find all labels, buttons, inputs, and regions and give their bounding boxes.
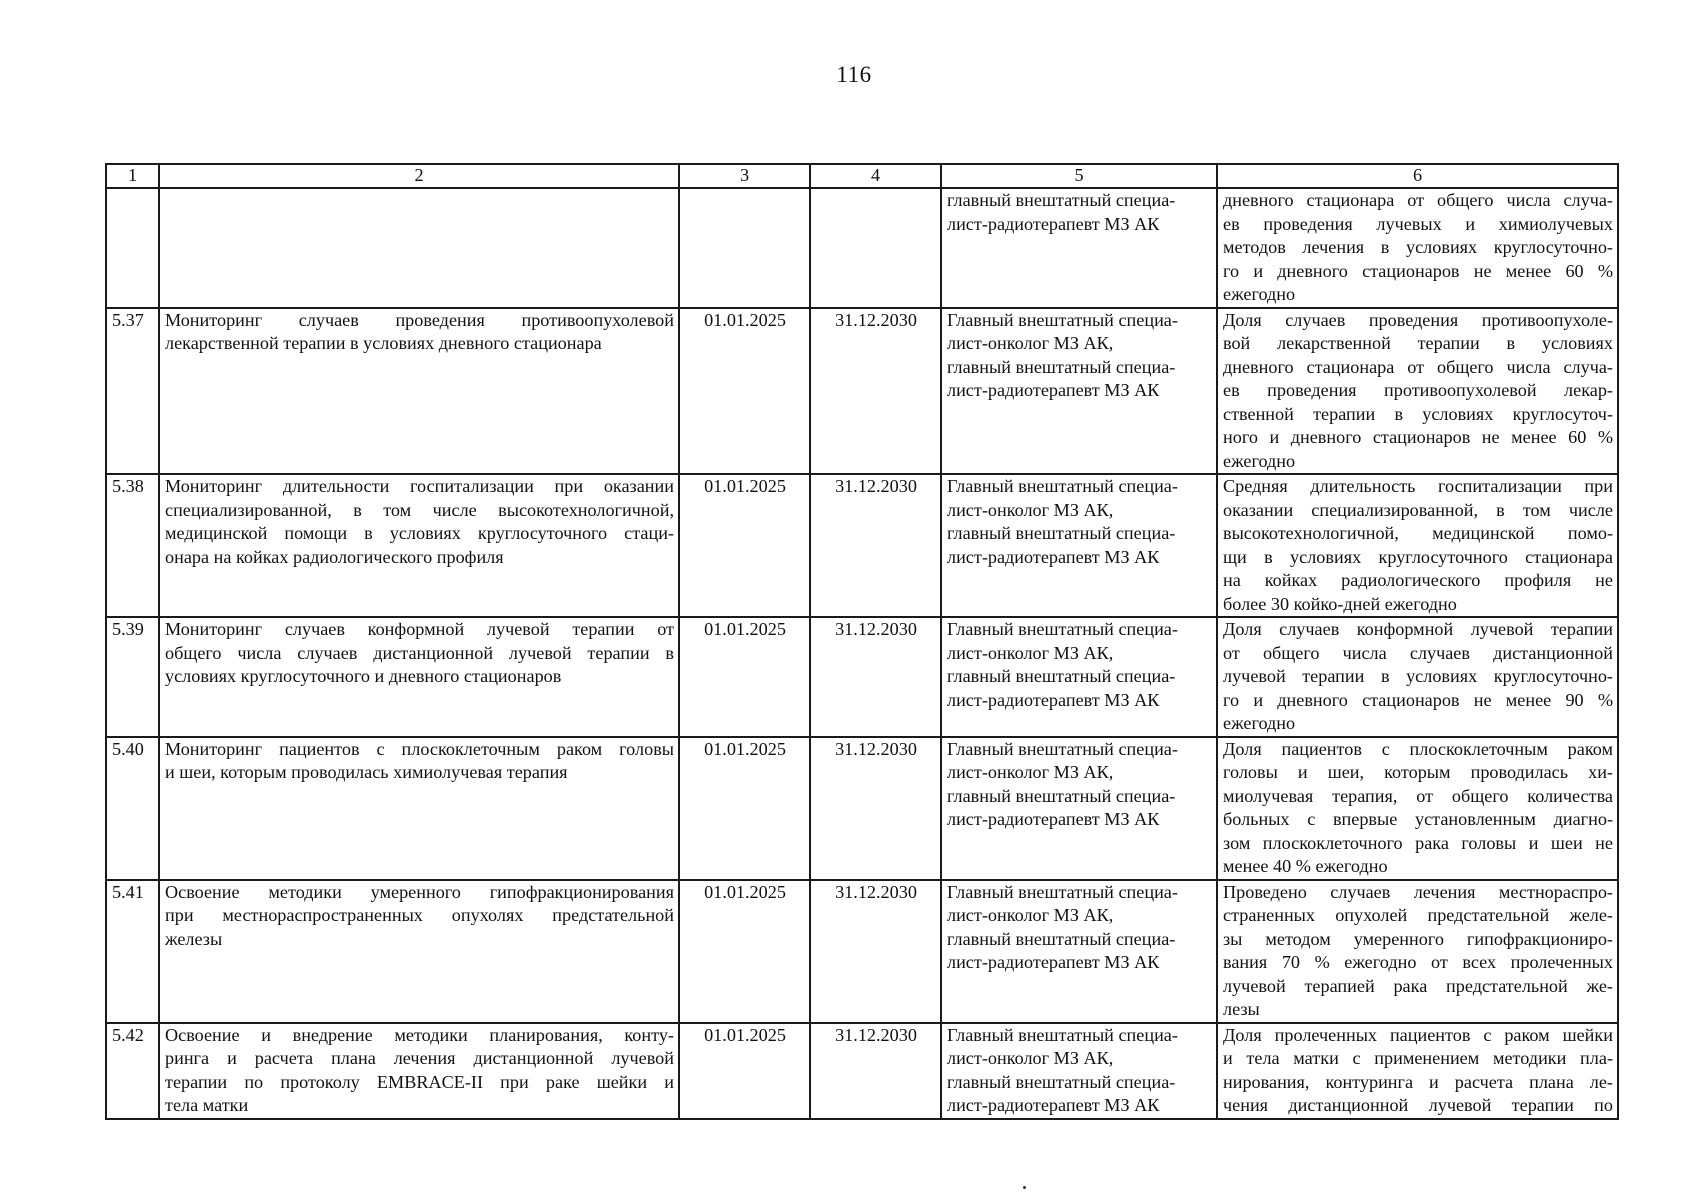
result-line: нирования, контуринга и расчета плана ле- (1223, 1071, 1613, 1092)
responsible-cell (941, 474, 1217, 617)
header-cell: 2 (159, 164, 679, 188)
measure-title-cell (159, 617, 679, 737)
end-date-cell: 31.12.2030 (810, 880, 941, 1023)
measure-title-cell (159, 737, 679, 880)
result-cell (1217, 1023, 1618, 1119)
result-line: вания 70 % ежегодно от всех пролеченных (1223, 952, 1613, 972)
result-line: вой лекарственной терапии в условиях (1223, 333, 1613, 353)
responsible-line: лист-радиотерапевт МЗ АК (947, 213, 1160, 234)
row-number-cell: 5.38 (106, 474, 159, 617)
result-cell (1217, 308, 1618, 475)
table-body (106, 188, 1618, 1119)
responsible-line: главный внештатный специа- (947, 928, 1176, 949)
result-line: и тела матки с применением методики пла- (1223, 1048, 1613, 1068)
measure-title-line: медицинской помощи в условиях круглосуточного стаци- (165, 523, 674, 543)
result-line: дневного стационара от общего числа случа- (1223, 356, 1613, 377)
table-row (106, 308, 1618, 475)
measure-title-cell (159, 188, 679, 308)
result-line: дневного стационара от общего числа случа- (1223, 190, 1613, 210)
start-date-cell: 01.01.2025 (679, 617, 810, 737)
result-line: ственной терапии в условиях круглосуточ- (1223, 403, 1613, 424)
measure-title-line: условиях круглосуточного и дневного стационаров (165, 666, 562, 686)
start-date-cell: 01.01.2025 (679, 1023, 810, 1119)
responsible-line: главный внештатный специа- (947, 356, 1176, 377)
header-cell: 1 (106, 164, 159, 188)
table-row (106, 474, 1618, 617)
result-line: больных с впервые установленным диагно- (1223, 809, 1613, 829)
responsible-line: главный внештатный специа- (947, 666, 1176, 686)
result-line: зы методом умеренного гипофракциониро- (1223, 928, 1613, 949)
start-date-cell: 01.01.2025 (679, 737, 810, 880)
result-line: оказании специализированной, в том числе (1223, 499, 1613, 520)
scan-mark (1023, 1186, 1026, 1189)
table-row (106, 617, 1618, 737)
result-line: Проведено случаев лечения местнораспро- (1223, 881, 1613, 902)
responsible-line: лист-радиотерапевт МЗ АК (947, 952, 1160, 972)
header-cell: 5 (941, 164, 1217, 188)
result-line: зом плоскоклеточного рака головы и шеи не (1223, 832, 1613, 853)
responsible-cell (941, 1023, 1217, 1119)
result-line: щи в условиях круглосуточного стационара (1223, 546, 1613, 567)
table-row (106, 188, 1618, 308)
responsible-line: лист-онколог МЗ АК, (947, 1048, 1114, 1068)
row-number-cell: 5.42 (106, 1023, 159, 1119)
responsible-line: Главный внештатный специа- (947, 738, 1178, 759)
responsible-line: лист-радиотерапевт МЗ АК (947, 380, 1160, 400)
result-cell (1217, 188, 1618, 308)
measure-title-line: при местнораспространенных опухолях предстательной (165, 905, 674, 925)
result-cell (1217, 737, 1618, 880)
end-date-cell (810, 188, 941, 308)
result-line: страненных опухолей предстательной желе- (1223, 905, 1613, 925)
responsible-line: главный внештатный специа- (947, 785, 1176, 806)
responsible-cell (941, 880, 1217, 1023)
result-line: ев проведения лучевых и химиолучевых (1223, 213, 1613, 234)
result-line: лучевой терапией рака предстательной же- (1223, 975, 1613, 996)
start-date-cell: 01.01.2025 (679, 474, 810, 617)
responsible-line: лист-радиотерапевт МЗ АК (947, 546, 1160, 567)
measure-title-line: ринга и расчета плана лечения дистанционной лучевой (165, 1048, 674, 1068)
responsible-cell (941, 308, 1217, 475)
responsible-line: лист-онколог МЗ АК, (947, 333, 1114, 353)
result-line: ежегодно (1223, 713, 1296, 733)
result-line: лезы (1223, 999, 1260, 1019)
result-line: миолучевая терапия, от общего количества (1223, 785, 1613, 806)
header-cell: 4 (810, 164, 941, 188)
responsible-line: лист-онколог МЗ АК, (947, 499, 1114, 520)
result-cell (1217, 474, 1618, 617)
measures-table (105, 163, 1619, 1120)
result-line: ежегодно (1223, 284, 1296, 304)
row-number-cell: 5.37 (106, 308, 159, 475)
start-date-cell (679, 188, 810, 308)
row-number-cell (106, 188, 159, 308)
responsible-line: Главный внештатный специа- (947, 476, 1178, 496)
end-date-cell: 31.12.2030 (810, 1023, 941, 1119)
result-line: более 30 койко-дней ежегодно (1223, 593, 1457, 614)
responsible-line: Главный внештатный специа- (947, 309, 1178, 330)
result-line: го и дневного стационаров не менее 60 % (1223, 260, 1613, 281)
result-line: лучевой терапии в условиях круглосуточно- (1223, 666, 1613, 686)
result-line: головы и шеи, которым проводилась хи- (1223, 762, 1613, 782)
measure-title-line: общего числа случаев дистанционной лучевой терапии в (165, 642, 674, 663)
measure-title-line: онара на койках радиологического профиля (165, 546, 504, 567)
result-cell (1217, 617, 1618, 737)
measure-title-line: Мониторинг пациентов с плоскоклеточным раком головы (165, 738, 674, 759)
end-date-cell: 31.12.2030 (810, 474, 941, 617)
page-number: 116 (836, 62, 872, 87)
start-date-cell: 01.01.2025 (679, 880, 810, 1023)
responsible-line: главный внештатный специа- (947, 190, 1176, 210)
row-number-cell: 5.40 (106, 737, 159, 880)
result-line: методов лечения в условиях круглосуточно- (1223, 237, 1613, 257)
responsible-line: лист-онколог МЗ АК, (947, 762, 1114, 782)
measure-title-line: и шеи, которым проводилась химиолучевая терапия (165, 762, 568, 782)
result-line: Доля пролеченных пациентов с раком шейки (1223, 1024, 1613, 1045)
measure-title-cell (159, 308, 679, 475)
end-date-cell: 31.12.2030 (810, 617, 941, 737)
responsible-line: лист-радиотерапевт МЗ АК (947, 689, 1160, 710)
row-number-cell: 5.41 (106, 880, 159, 1023)
responsible-line: лист-радиотерапевт МЗ АК (947, 1095, 1160, 1115)
table-row (106, 880, 1618, 1023)
responsible-line: главный внештатный специа- (947, 523, 1176, 543)
row-number-cell: 5.39 (106, 617, 159, 737)
measure-title-line: специализированной, в том числе высокотехнологичной, (165, 499, 674, 520)
responsible-line: Главный внештатный специа- (947, 619, 1178, 639)
result-line: Доля случаев проведения противоопухоле- (1223, 309, 1613, 330)
result-line: го и дневного стационаров не менее 90 % (1223, 689, 1613, 710)
measure-title-line: железы (165, 928, 223, 949)
measure-title-cell (159, 474, 679, 617)
responsible-line: Главный внештатный специа- (947, 1024, 1178, 1045)
responsible-line: Главный внештатный специа- (947, 881, 1178, 902)
result-line: чения дистанционной лучевой терапии по (1223, 1095, 1613, 1115)
end-date-cell: 31.12.2030 (810, 308, 941, 475)
responsible-line: главный внештатный специа- (947, 1071, 1176, 1092)
result-line: ев проведения противоопухолевой лекар- (1223, 380, 1613, 400)
responsible-cell (941, 617, 1217, 737)
measure-title-line: тела матки (165, 1095, 249, 1115)
result-line: ного и дневного стационаров не менее 60 % (1223, 427, 1613, 447)
measure-title-cell (159, 880, 679, 1023)
result-line: ежегодно (1223, 450, 1296, 471)
responsible-cell (941, 188, 1217, 308)
measure-title-line: Мониторинг случаев проведения противоопухолевой (165, 309, 674, 330)
responsible-line: лист-онколог МЗ АК, (947, 905, 1114, 925)
measure-title-line: лекарственной терапии в условиях дневного стационара (165, 333, 602, 353)
responsible-cell (941, 737, 1217, 880)
result-line: менее 40 % ежегодно (1223, 856, 1388, 876)
responsible-line: лист-радиотерапевт МЗ АК (947, 809, 1160, 829)
result-line: Доля случаев конформной лучевой терапии (1223, 619, 1613, 639)
header-cell: 3 (679, 164, 810, 188)
responsible-line: лист-онколог МЗ АК, (947, 642, 1114, 663)
header-row (106, 164, 1618, 188)
result-line: от общего числа случаев дистанционной (1223, 642, 1613, 663)
measure-title-cell (159, 1023, 679, 1119)
result-line: Средняя длительность госпитализации при (1223, 476, 1613, 496)
measure-title-line: терапии по протоколу EMBRACE-II при раке шейки и (165, 1071, 674, 1092)
table-row (106, 737, 1618, 880)
measure-title-line: Мониторинг длительности госпитализации при оказании (165, 476, 674, 496)
table-row (106, 1023, 1618, 1119)
result-line: высокотехнологичной, медицинской помо- (1223, 523, 1613, 543)
header-cell: 6 (1217, 164, 1618, 188)
start-date-cell: 01.01.2025 (679, 308, 810, 475)
result-line: Доля пациентов с плоскоклеточным раком (1223, 738, 1613, 759)
result-line: на койках радиологического профиля не (1223, 570, 1613, 590)
measure-title-line: Освоение и внедрение методики планирования, конту- (165, 1024, 674, 1045)
result-cell (1217, 880, 1618, 1023)
measure-title-line: Мониторинг случаев конформной лучевой терапии от (165, 619, 674, 639)
measure-title-line: Освоение методики умеренного гипофракционирования (165, 881, 674, 902)
end-date-cell: 31.12.2030 (810, 737, 941, 880)
